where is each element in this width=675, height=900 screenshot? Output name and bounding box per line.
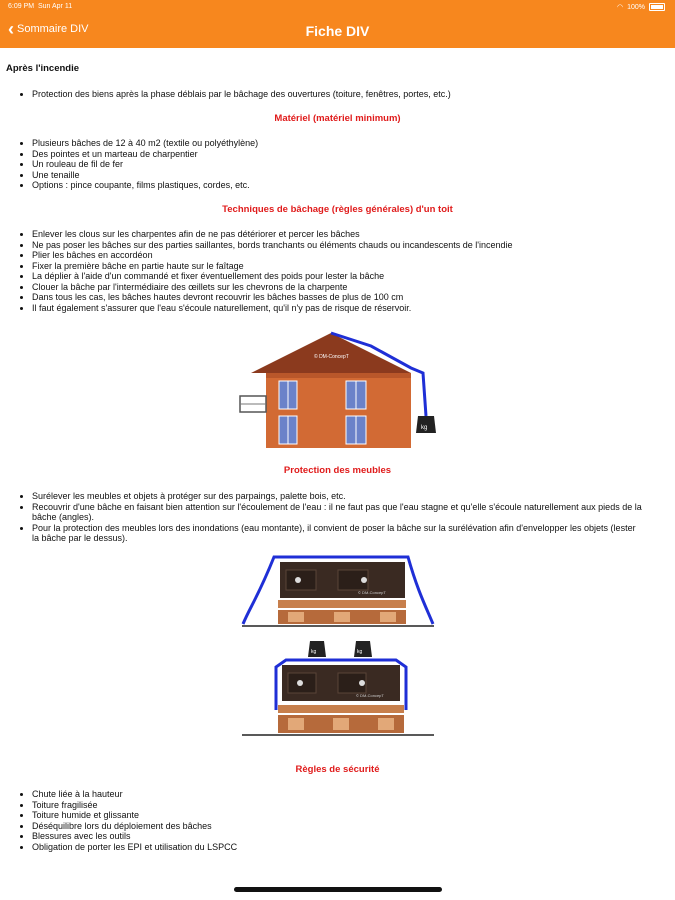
list-item: • Fixer la première bâche en partie haute sur le faîtage [32,261,662,272]
list-item: • Blessures avec les outils [32,831,662,842]
back-label: Sommaire DIV [17,23,89,35]
wifi-icon: ◠ [616,4,624,11]
status-right [617,3,665,11]
status-time: 6:09 PM Sun Apr 11 [8,3,73,10]
list-item: • Pour la protection des meubles lors des inondations (eau montante), il convient de poser la bâche sur la surélévation afin d'envelopper les objets (lester la bâche par le dessus). [32,523,642,544]
weight-label: kg [311,649,317,655]
battery-icon [649,3,665,11]
intro-list [0,89,662,100]
list-item: • Toiture humide et glissante [32,810,662,821]
list-item: • La déplier à l'aide d'un commandé et fixer éventuellement des poids pour lester la bâche [32,271,662,282]
securite-list [0,789,662,852]
list-item: • Obligation de porter les EPI et utilisation du LSPCC [32,842,662,853]
section-title-securite: Règles de sécurité [295,764,380,775]
section-title-meubles: Protection des meubles [283,465,392,476]
watermark: © DM-ConcepT [314,354,349,360]
battery-percent: 100% [627,3,645,11]
list-item: • Recouvrir d'une bâche en faisant bien attention sur l'écoulement de l'eau : il ne faut pas que l'eau stagne et qu'elle s'écoule naturellement aux pieds de la bâche (angles). [32,502,642,523]
weight-label: kg [357,649,363,655]
list-item: • Chute liée à la hauteur [32,789,662,800]
list-item: • Enlever les clous sur les charpentes afin de ne pas détériorer et percer les bâches [32,229,662,240]
weight-label: kg [421,425,428,431]
home-indicator[interactable] [234,887,442,892]
house-tarp-illustration [236,328,446,453]
meubles-list [0,491,642,544]
list-item: • Clouer la bâche par l'intermédiaire des œillets sur les chevrons de la charpente [32,282,662,293]
list-item: • Plier les bâches en accordéon [32,250,662,261]
list-item: • Des pointes et un marteau de charpentier [32,149,662,160]
list-item: • Plusieurs bâches de 12 à 40 m2 (textile ou polyéthylène) [32,138,662,149]
furniture-flood-illustration [238,635,438,740]
section-title-materiel: Matériel (matériel minimum) [274,113,401,124]
watermark: © DM-ConcepT [358,590,386,595]
furniture-tarp-illustration [238,552,438,630]
section-title-techniques: Techniques de bâchage (règles générales) d'un toit [222,204,453,215]
heading: Après l'incendie [6,63,80,74]
list-item: • Il faut également s'assurer que l'eau s'écoule naturellement, qu'il n'y pas de risque de réservoir. [32,303,662,314]
list-item: • Ne pas poser les bâches sur des parties saillantes, bords tranchants ou éléments chauds ou incandescents de l'incendie [32,240,662,251]
list-item: • Un rouleau de fil de fer [32,159,662,170]
list-item: • Surélever les meubles et objets à protéger sur des parpaings, palette bois, etc. [32,491,642,502]
list-item: • Déséquilibre lors du déploiement des bâches [32,821,662,832]
watermark: © DM-ConcepT [356,693,384,698]
chevron-left-icon: ‹ [8,19,14,39]
techniques-list [0,229,662,313]
materiel-list [0,138,662,191]
page-title: Fiche DIV [305,23,370,39]
list-item: • Une tenaille [32,170,662,181]
list-item: • Protection des biens après la phase déblais par le bâchage des ouvertures (toiture, fenêtres, portes, etc.) [32,89,662,100]
list-item: • Dans tous les cas, les bâches hautes devront recouvrir les bâches basses de plus de 100 cm [32,292,662,303]
list-item: • Options : pince coupante, films plastiques, cordes, etc. [32,180,662,191]
nav-bar [0,0,675,48]
list-item: • Toiture fragilisée [32,800,662,811]
status-bar [0,2,675,14]
